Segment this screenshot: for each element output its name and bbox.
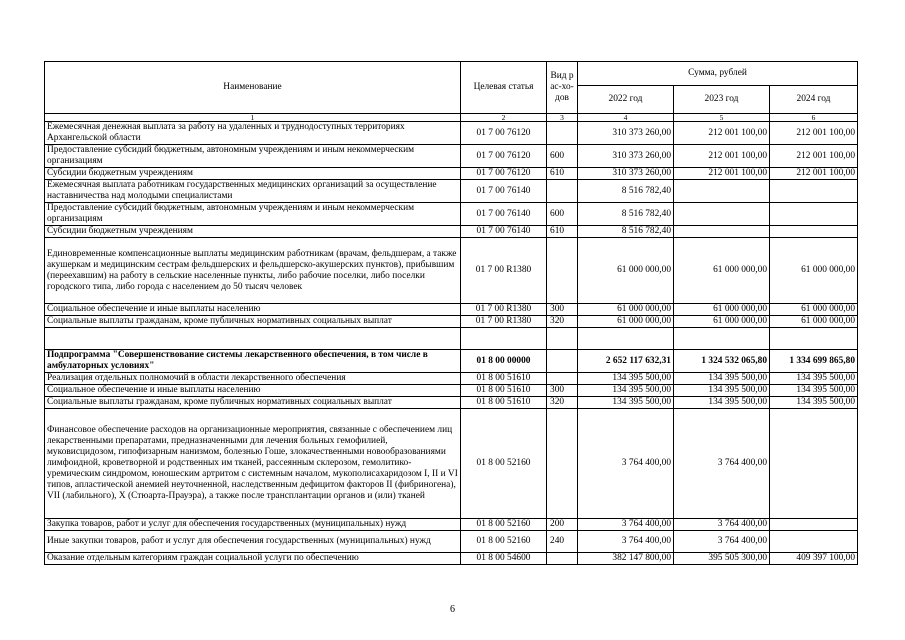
- table-row: [45, 397, 858, 409]
- row-sum-2022: 134 395 500,00: [578, 373, 674, 385]
- row-name: Социальные выплаты гражданам, кроме публичных нормативных социальных выплат: [45, 316, 461, 328]
- row-sum-2022: 8 516 782,40: [578, 226, 674, 238]
- row-sum-2023: 61 000 000,00: [674, 238, 770, 304]
- row-sum-2022: 3 764 400,00: [578, 531, 674, 553]
- row-sum-2022: 8 516 782,40: [578, 203, 674, 226]
- row-sum-2022: 382 147 800,00: [578, 553, 674, 565]
- table-row: [45, 203, 858, 226]
- row-expense-type: [547, 328, 578, 350]
- row-expense-type: [547, 553, 578, 565]
- row-sum-2023: 3 764 400,00: [674, 409, 770, 519]
- row-sum-2024: [770, 226, 858, 238]
- table-row: [45, 180, 858, 203]
- row-target-code: 01 7 00 76120: [461, 168, 547, 180]
- row-target-code: 01 8 00 00000: [461, 350, 547, 373]
- column-number: 5: [674, 114, 770, 122]
- row-sum-2022: 310 373 260,00: [578, 145, 674, 168]
- table-row: [45, 385, 858, 397]
- row-name: Социальные выплаты гражданам, кроме публичных нормативных социальных выплат: [45, 397, 461, 409]
- row-name: Социальное обеспечение и иные выплаты населению: [45, 385, 461, 397]
- header-year-2023: 2023 год: [674, 86, 770, 114]
- row-sum-2024: 134 395 500,00: [770, 397, 858, 409]
- table-row: [45, 328, 858, 350]
- row-sum-2024: [770, 409, 858, 519]
- row-expense-type: 240: [547, 531, 578, 553]
- row-sum-2022: 2 652 117 632,31: [578, 350, 674, 373]
- row-expense-type: 610: [547, 168, 578, 180]
- table-body: [45, 114, 858, 565]
- row-name: Субсидии бюджетным учреждениям: [45, 168, 461, 180]
- table-row: [45, 531, 858, 553]
- row-sum-2023: 61 000 000,00: [674, 304, 770, 316]
- header-year-2022: 2022 год: [578, 86, 674, 114]
- row-sum-2022: 61 000 000,00: [578, 316, 674, 328]
- row-sum-2024: 61 000 000,00: [770, 238, 858, 304]
- row-target-code: 01 7 00 R1380: [461, 238, 547, 304]
- row-target-code: 01 7 00 R1380: [461, 316, 547, 328]
- row-expense-type: [547, 409, 578, 519]
- row-expense-type: 600: [547, 145, 578, 168]
- row-expense-type: 610: [547, 226, 578, 238]
- header-sum: Сумма, рублей: [578, 62, 858, 86]
- row-target-code: 01 7 00 76120: [461, 122, 547, 145]
- row-name: Субсидии бюджетным учреждениям: [45, 226, 461, 238]
- row-sum-2024: [770, 519, 858, 531]
- header-expense-type: Вид рас-хо-дов: [547, 62, 578, 114]
- row-sum-2024: 212 001 100,00: [770, 145, 858, 168]
- header-year-2024: 2024 год: [770, 86, 858, 114]
- table-row: [45, 519, 858, 531]
- row-target-code: [461, 328, 547, 350]
- row-target-code: 01 7 00 76140: [461, 203, 547, 226]
- column-numbers-row: [45, 114, 858, 122]
- row-name: Оказание отдельным категориям граждан социальной услуги по обеспечению: [45, 553, 461, 565]
- row-name: Предоставление субсидий бюджетным, автономным учреждениям и иным некоммерческим организациям: [45, 203, 461, 226]
- row-sum-2024: 1 334 699 865,80: [770, 350, 858, 373]
- row-name: Единовременные компенсационные выплаты медицинским работникам (врачам, фельдшерам, а также акушеркам и медицинским сестрам фельдшерских и фельдшерско-акушерских пунктов), прибывшим (переехавшим) на работу в сельские населенные пункты, либо рабочие поселки, либо поселки городского типа, либо города с населением до 50 тысяч человек: [45, 238, 461, 304]
- row-sum-2024: 212 001 100,00: [770, 122, 858, 145]
- table-row: [45, 238, 858, 304]
- row-sum-2024: [770, 531, 858, 553]
- row-sum-2024: 61 000 000,00: [770, 304, 858, 316]
- row-sum-2022: 8 516 782,40: [578, 180, 674, 203]
- row-sum-2022: 61 000 000,00: [578, 238, 674, 304]
- row-sum-2022: 3 764 400,00: [578, 409, 674, 519]
- row-name: Ежемесячная выплата работникам государственных медицинских организаций за осуществление наставничества над молодыми специалистами: [45, 180, 461, 203]
- row-name: Социальное обеспечение и иные выплаты населению: [45, 304, 461, 316]
- row-sum-2023: 134 395 500,00: [674, 385, 770, 397]
- row-expense-type: 320: [547, 316, 578, 328]
- row-name: Закупка товаров, работ и услуг для обеспечения государственных (муниципальных) нужд: [45, 519, 461, 531]
- row-target-code: 01 8 00 51610: [461, 373, 547, 385]
- row-name: Предоставление субсидий бюджетным, автономным учреждениям и иным некоммерческим организациям: [45, 145, 461, 168]
- row-sum-2022: 3 764 400,00: [578, 519, 674, 531]
- row-sum-2023: [674, 328, 770, 350]
- row-sum-2023: 3 764 400,00: [674, 519, 770, 531]
- row-target-code: 01 8 00 51610: [461, 397, 547, 409]
- table-row: [45, 304, 858, 316]
- row-expense-type: 300: [547, 385, 578, 397]
- row-target-code: 01 8 00 52160: [461, 519, 547, 531]
- row-sum-2022: 134 395 500,00: [578, 385, 674, 397]
- row-sum-2023: 61 000 000,00: [674, 316, 770, 328]
- table-row: [45, 316, 858, 328]
- row-sum-2023: 3 764 400,00: [674, 531, 770, 553]
- column-number: 1: [45, 114, 461, 122]
- row-expense-type: 300: [547, 304, 578, 316]
- row-sum-2022: [578, 328, 674, 350]
- header-name: Наименование: [45, 62, 461, 114]
- row-sum-2023: 134 395 500,00: [674, 397, 770, 409]
- row-target-code: 01 7 00 76120: [461, 145, 547, 168]
- row-sum-2023: 395 505 300,00: [674, 553, 770, 565]
- page-number: 6: [450, 604, 455, 615]
- row-sum-2024: 212 001 100,00: [770, 168, 858, 180]
- row-sum-2023: 212 001 100,00: [674, 122, 770, 145]
- row-expense-type: [547, 350, 578, 373]
- row-sum-2024: [770, 328, 858, 350]
- row-sum-2022: 310 373 260,00: [578, 168, 674, 180]
- table-row: [45, 145, 858, 168]
- row-name: Иные закупки товаров, работ и услуг для обеспечения государственных (муниципальных) нужд: [45, 531, 461, 553]
- row-target-code: 01 7 00 76140: [461, 226, 547, 238]
- column-number: 2: [461, 114, 547, 122]
- row-sum-2024: 134 395 500,00: [770, 385, 858, 397]
- row-sum-2023: 212 001 100,00: [674, 168, 770, 180]
- budget-table: [44, 61, 858, 565]
- row-target-code: 01 7 00 76140: [461, 180, 547, 203]
- row-name: Ежемесячная денежная выплата за работу на удаленных и труднодоступных территориях Архангельской области: [45, 122, 461, 145]
- column-number: 4: [578, 114, 674, 122]
- row-sum-2023: [674, 203, 770, 226]
- row-sum-2024: [770, 180, 858, 203]
- table-row: [45, 350, 858, 373]
- row-sum-2022: 134 395 500,00: [578, 397, 674, 409]
- table-row: [45, 373, 858, 385]
- row-sum-2023: 212 001 100,00: [674, 145, 770, 168]
- row-expense-type: 320: [547, 397, 578, 409]
- column-number: 3: [547, 114, 578, 122]
- row-expense-type: [547, 373, 578, 385]
- row-expense-type: [547, 122, 578, 145]
- row-sum-2023: 134 395 500,00: [674, 373, 770, 385]
- row-sum-2024: 61 000 000,00: [770, 316, 858, 328]
- row-sum-2024: 409 397 100,00: [770, 553, 858, 565]
- table-row: [45, 168, 858, 180]
- row-expense-type: 200: [547, 519, 578, 531]
- row-expense-type: [547, 180, 578, 203]
- row-sum-2022: 310 373 260,00: [578, 122, 674, 145]
- row-expense-type: [547, 238, 578, 304]
- row-sum-2022: 61 000 000,00: [578, 304, 674, 316]
- table-row: [45, 409, 858, 519]
- row-sum-2024: [770, 203, 858, 226]
- row-name: Финансовое обеспечение расходов на организационные мероприятия, связанные с обеспечением лиц лекарственными препаратами, предназначенными для лечения больных гемофилией, муковисцидозом, гипофизарным нанизмом, болезнью Гоше, злокачественными новообразованиями лимфоидной, кроветворной и родственных им тканей, рассеянным склерозом, гемолитико-уремическим синдромом, юношеским артритом с системным началом, мукополисахаридозом I, II и VI типов, апластической анемией неуточненной, наследственным дефицитом факторов II (фибриногена), VII (лабильного), X (Стюарта-Прауэра), а также после трансплантации органов и (или) тканей: [45, 409, 461, 519]
- row-target-code: 01 8 00 51610: [461, 385, 547, 397]
- row-target-code: 01 8 00 52160: [461, 409, 547, 519]
- row-sum-2023: [674, 226, 770, 238]
- row-target-code: 01 7 00 R1380: [461, 304, 547, 316]
- row-sum-2023: [674, 180, 770, 203]
- row-name: Реализация отдельных полномочий в области лекарственного обеспечения: [45, 373, 461, 385]
- table-row: [45, 553, 858, 565]
- row-target-code: 01 8 00 52160: [461, 531, 547, 553]
- row-sum-2024: 134 395 500,00: [770, 373, 858, 385]
- row-target-code: 01 8 00 54600: [461, 553, 547, 565]
- header-target-article: Целевая статья: [461, 62, 547, 114]
- row-expense-type: 600: [547, 203, 578, 226]
- row-name: [45, 328, 461, 350]
- row-sum-2023: 1 324 532 065,80: [674, 350, 770, 373]
- row-name: Подпрограмма "Совершенствование системы лекарственного обеспечения, в том числе в амбулаторных условиях": [45, 350, 461, 373]
- table-row: [45, 226, 858, 238]
- table-row: [45, 122, 858, 145]
- column-number: 6: [770, 114, 858, 122]
